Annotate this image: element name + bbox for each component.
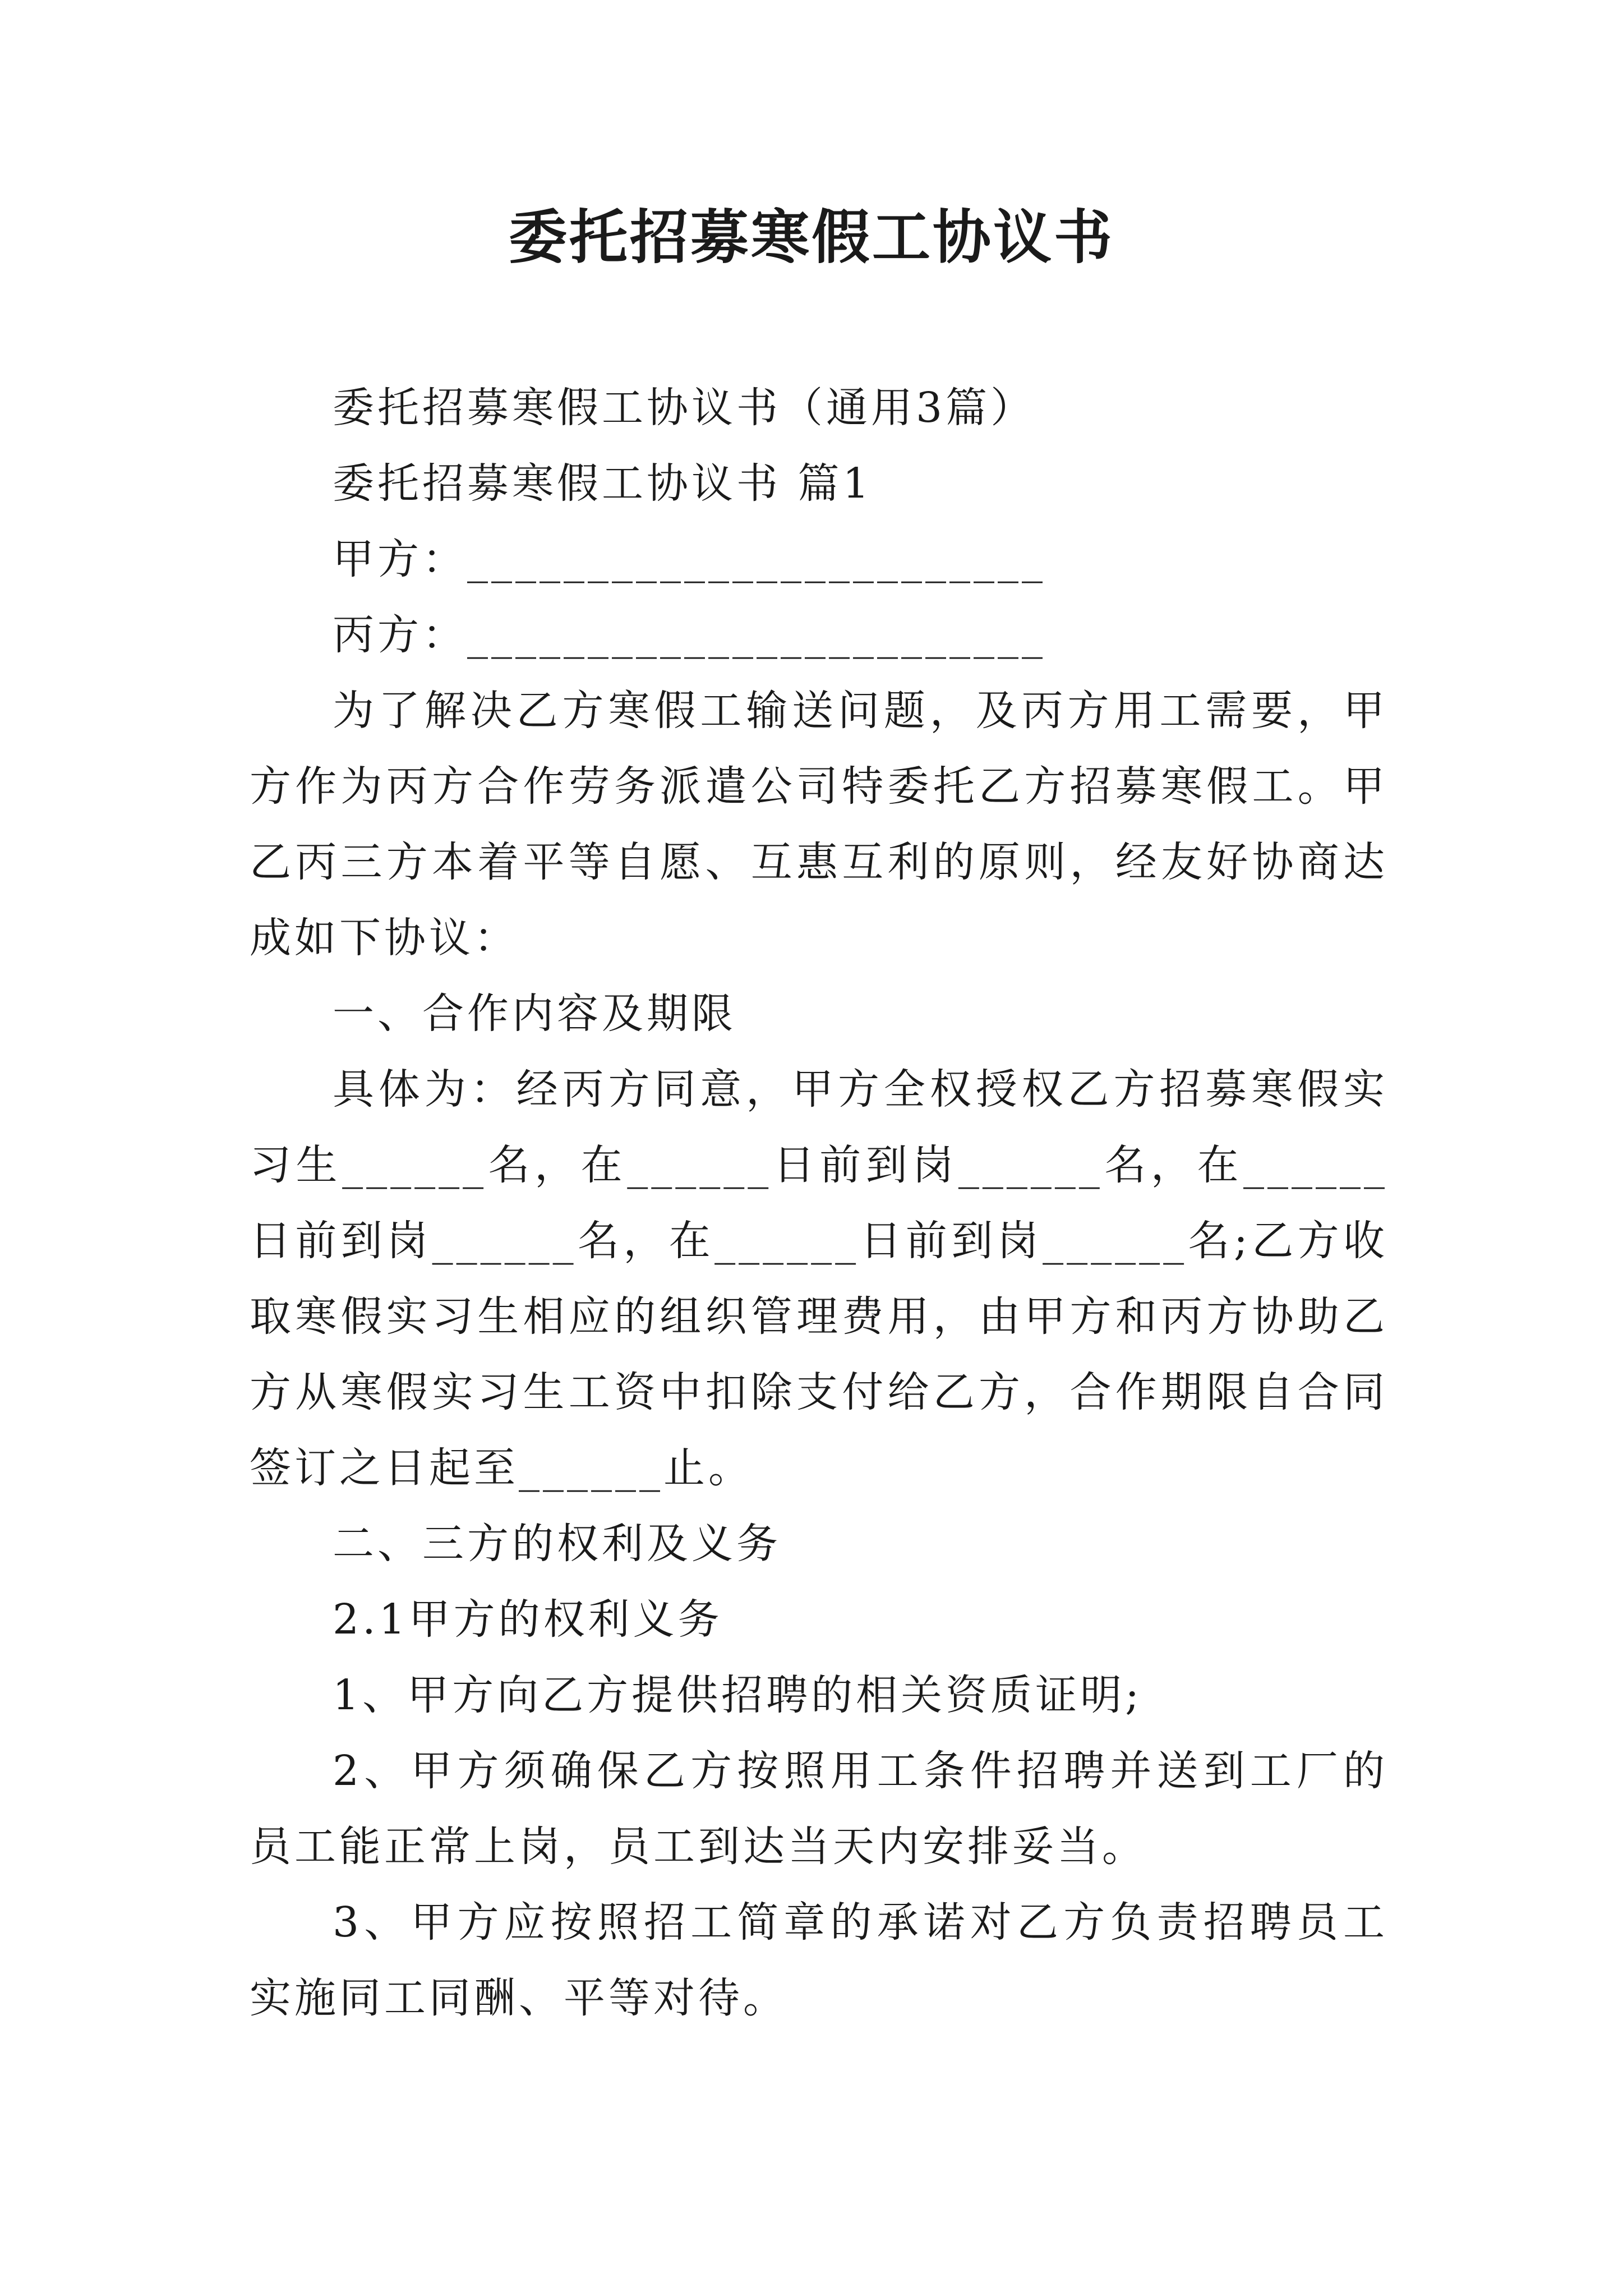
- paragraph-clause-1-body: 具体为：经丙方同意，甲方全权授权乙方招募寒假实习生______名，在______日前到岗______名，在______日前到岗______名，在______日前到岗______名;乙方收取寒假实习生相应的组织管理费用，由甲方和丙方协助乙方从寒假实习生工资中扣除支付给乙方，合作期限自合同签订之日起至______止。: [250, 1065, 1388, 1492]
- paragraph-party-a: 甲方：________________________: [333, 535, 1046, 583]
- paragraph-subtitle: 委托招募寒假工协议书（通用3篇）: [333, 384, 1036, 432]
- paragraph-section-heading: 委托招募寒假工协议书 篇1: [333, 459, 873, 508]
- document-title: 委托招募寒假工协议书: [508, 203, 1114, 272]
- paragraph-clause-2-heading: 二、三方的权利及义务: [333, 1520, 781, 1568]
- paragraph-clause-2-1-heading: 2.1甲方的权利义务: [333, 1595, 723, 1644]
- paragraph-party-c: 丙方：________________________: [333, 611, 1046, 659]
- paragraph-item-2: 2、甲方须确保乙方按照用工条件招聘并送到工厂的员工能正常上岗，员工到达当天内安排妥当。: [250, 1747, 1388, 1871]
- document-body: [250, 370, 1388, 2036]
- paragraph-clause-1-heading: 一、合作内容及期限: [333, 990, 736, 1038]
- paragraph-item-1: 1、甲方向乙方提供招聘的相关资质证明;: [333, 1671, 1143, 1719]
- paragraph-intro: 为了解决乙方寒假工输送问题，及丙方用工需要，甲方作为丙方合作劳务派遣公司特委托乙方招募寒假工。甲乙丙三方本着平等自愿、互惠互利的原则，经友好协商达成如下协议：: [250, 687, 1388, 962]
- paragraph-item-3: 3、甲方应按照招工简章的承诺对乙方负责招聘员工实施同工同酬、平等对待。: [250, 1898, 1388, 2022]
